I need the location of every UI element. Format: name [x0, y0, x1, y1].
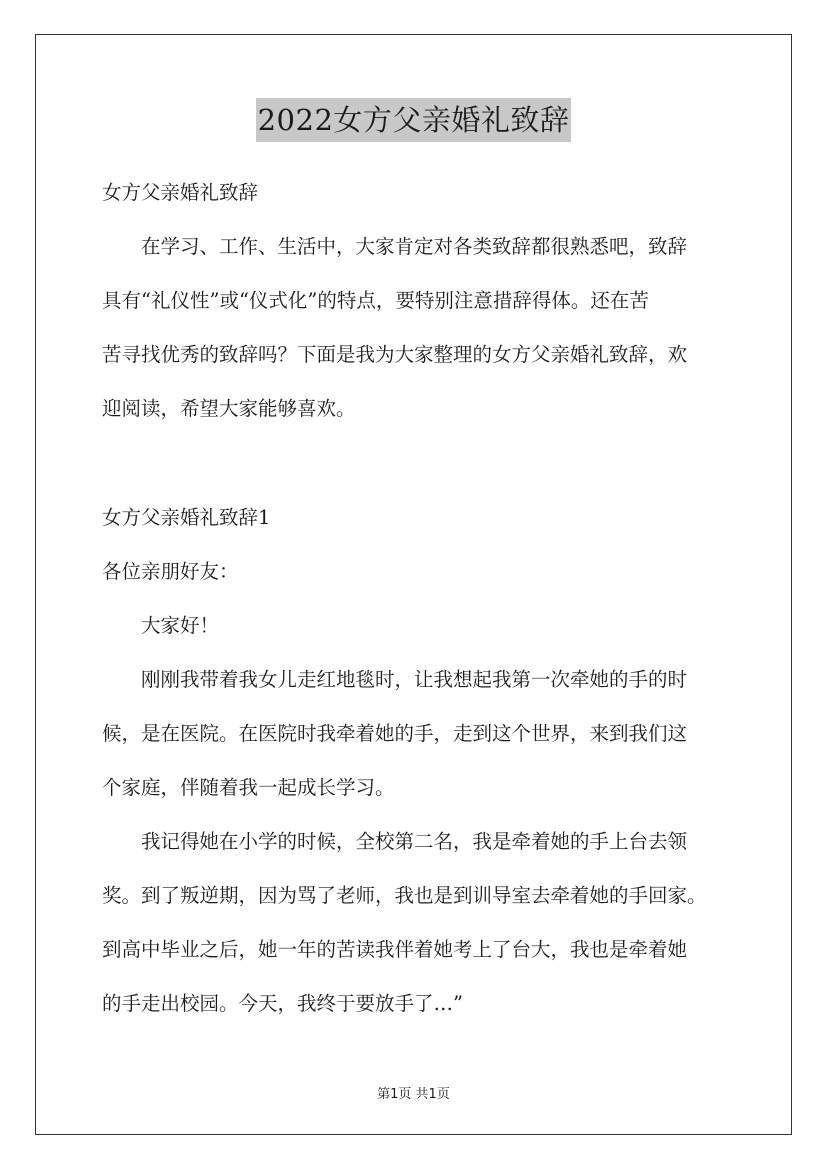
document-title: 2022女方父亲婚礼致辞	[256, 98, 572, 142]
paragraph-line: 奖。到了叛逆期，因为骂了老师，我也是到训导室去牵着她的手回家。	[102, 884, 707, 907]
paragraph-line: 迎阅读，希望大家能够喜欢。	[102, 397, 356, 420]
section-heading: 女方父亲婚礼致辞	[102, 181, 259, 204]
title-container	[0, 98, 827, 142]
greeting: 大家好！	[141, 614, 220, 637]
paragraph-line: 候，是在医院。在医院时我牵着她的手，走到这个世界，来到我们这	[102, 722, 688, 745]
paragraph-line: 我记得她在小学的时候，全校第二名，我是牵着她的手上台去领	[141, 830, 688, 853]
paragraph-line: 的手走出校园。今天，我终于要放手了…”	[102, 992, 463, 1015]
paragraph-line: 个家庭，伴随着我一起成长学习。	[102, 776, 395, 799]
page-footer: 第1页 共1页	[377, 1087, 450, 1102]
section-heading: 女方父亲婚礼致辞1	[102, 506, 271, 529]
paragraph-line: 到高中毕业之后，她一年的苦读我伴着她考上了台大，我也是牵着她	[102, 938, 688, 961]
paragraph-line: 具有“礼仪性”或“仪式化”的特点，要特别注意措辞得体。还在苦	[102, 289, 649, 312]
paragraph-line: 苦寻找优秀的致辞吗？下面是我为大家整理的女方父亲婚礼致辞，欢	[102, 343, 688, 366]
paragraph-line: 在学习、工作、生活中，大家肯定对各类致辞都很熟悉吧，致辞	[141, 235, 688, 258]
paragraph-line: 刚刚我带着我女儿走红地毯时，让我想起我第一次牵她的手的时	[141, 668, 688, 691]
salutation: 各位亲朋好友：	[102, 560, 239, 583]
